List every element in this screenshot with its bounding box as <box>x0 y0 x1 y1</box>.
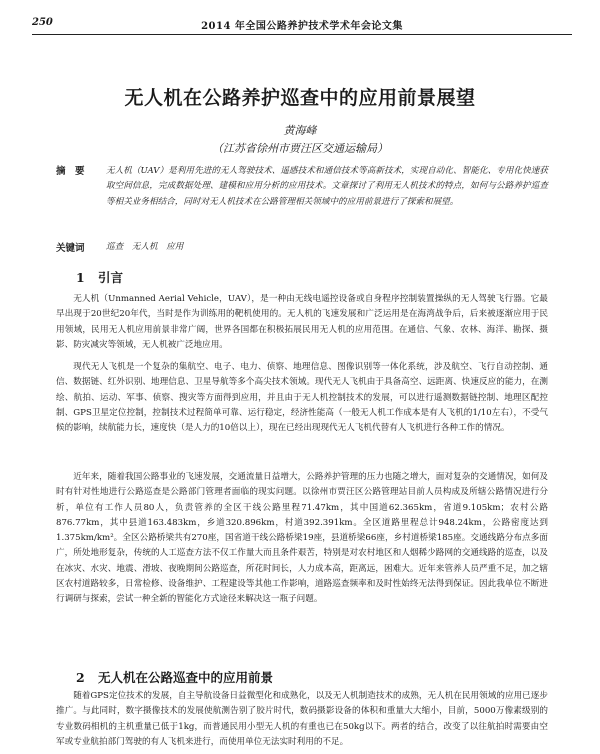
abstract-label: 摘 要 <box>56 166 85 177</box>
section-1-number: 1 <box>76 270 85 285</box>
author-affiliation: （江苏省徐州市贾汪区交通运输局） <box>212 142 388 155</box>
keywords-text: 巡查 无人机 应用 <box>106 242 184 252</box>
keywords <box>56 240 548 252</box>
paper-title: 无人机在公路养护巡查中的应用前景展望 <box>124 87 476 109</box>
section-2-paragraph: 随着GPS定位技术的发展，自主导航设备日益微型化和成熟化，以及无人机制造技术的成熟，无人机在民用领域的应用已逐步推广。与此同时，数字摄像技术的发展使航测告别了胶片时代，数码摄影设备的体积和重量大大缩小，目前，5000万像素级别的专业数码相机的主机重量已低于1kg，而普通民用小型无人机的有重也已在50kg以下。两者的结合，改变了以往航拍时需要由空军或专业航拍部门驾驶的有人飞机来进行，而使用单位无法实时利用的不足。 <box>56 691 548 747</box>
section-1-paragraph: 现代无人飞机是一个复杂的集航空、电子、电力、侦察、地理信息、图像识别等一体化系统，涉及航空、飞行自动控制、通信、数据链、红外识别、地理信息、卫星导航等多个高尖技术领域。现代无人飞机由于具备高空、远距离、快速反应的能力，在测绘、航拍、运动、军事、侦察、搜灾等方面得到应用，并且由于无人机控制技术的发展，可以进行遥测数据链控制、地理区配控制、GPS卫星定位控制，控制技术过程简单可靠、运行稳定，经济性能高（一般无人机工作成本是有人飞机的1/10左右），不受气候的影响，续航能力长，速度快（是人力的10倍以上），现在已经出现现代无人飞机代替有人飞机进行各种工作的情况。 <box>56 362 548 434</box>
abstract-text: 无人机（UAV）是利用先进的无人驾驶技术、遥感技术和通信技术等高新技术，实现自动化、智能化、专用化快速获取空间信息，完成数据处理、建模和应用分析的应用技术。文章探讨了利用无人机技术的特点，如何与公路养护巡查等相关业务相结合，同时对无人机技术在公路管理相关领域中的应用前景进行了探索和展望。 <box>106 166 548 207</box>
author-name: 黄海峰 <box>283 124 317 137</box>
keywords-label: 关键词 <box>56 243 85 254</box>
header-rule <box>32 34 572 35</box>
abstract <box>56 164 548 210</box>
journal-title: 2014 年全国公路养护技术学术年会论文集 <box>201 21 403 32</box>
page-number: 250 <box>32 17 53 28</box>
section-2-title: 无人机在公路巡查中的应用前景 <box>98 670 274 685</box>
section-1-title: 引言 <box>98 270 124 285</box>
section-1-paragraph: 无人机（Unmanned Aerial Vehicle，UAV），是一种由无线电遥控设备或自身程序控制装置操纵的无人驾驶飞行器。它最早出现于20世纪20年代，当时是作为训练用的靶机使用的。无人机的飞速发展和广泛运用是在海湾战争后，后来被逐渐应用于民用领域，民用无人机应用前景非常广阔，世界各国都在积极拓展民用无人机的应用范围。在通信、气象、农林、海洋、勘探、摄影、防灾减灾等领域，无人机被广泛地应用。 <box>56 294 548 350</box>
running-header <box>32 17 572 33</box>
section-1-paragraph: 近年来，随着我国公路事业的飞速发展，交通流量日益增大，公路养护管理的压力也随之增大，面对复杂的交通情况，如何及时有针对性地进行公路巡查是公路部门管理者面临的现实问题。以徐州市贾汪区公路管理站目前人员构成及所辖公路情况进行分析，单位有工作人员80人，负责管养的全区干线公路里程71.47km，其中国道62.365km，省道9.105km；农村公路876.77km，其中县道163.483km，乡道320.896km，村道392.391km。全区道路里程总计948.24km，公路密度达到1.375km/km²。全区公路桥梁共有270座，国省道干线公路桥梁19座，县道桥梁66座，乡村道桥梁185座。交通线路分布点多面广，所处地形复杂，传统的人工巡查方法不仅工作量大而且条件艰苦，特别是对农村地区和人烟稀少路网的交通线路的巡查，以及在冰灾、水灾、地震、滑坡、夜晚期间公路巡查，所花时间长，人力成本高，距离远，困难大。近年来管养人员严重不足，加之辖区农村道路较多，日常检修、设备维护、工程建设等其他工作影响，道路巡查频率和及时性始终无法得到保证。因此我单位不断进行调研与探索，尝试一种全新的智能化方式途径来解决这一瓶子问题。 <box>56 472 548 605</box>
section-2-heading <box>76 668 273 686</box>
section-2-number: 2 <box>76 670 85 685</box>
section-1-heading <box>76 268 123 286</box>
